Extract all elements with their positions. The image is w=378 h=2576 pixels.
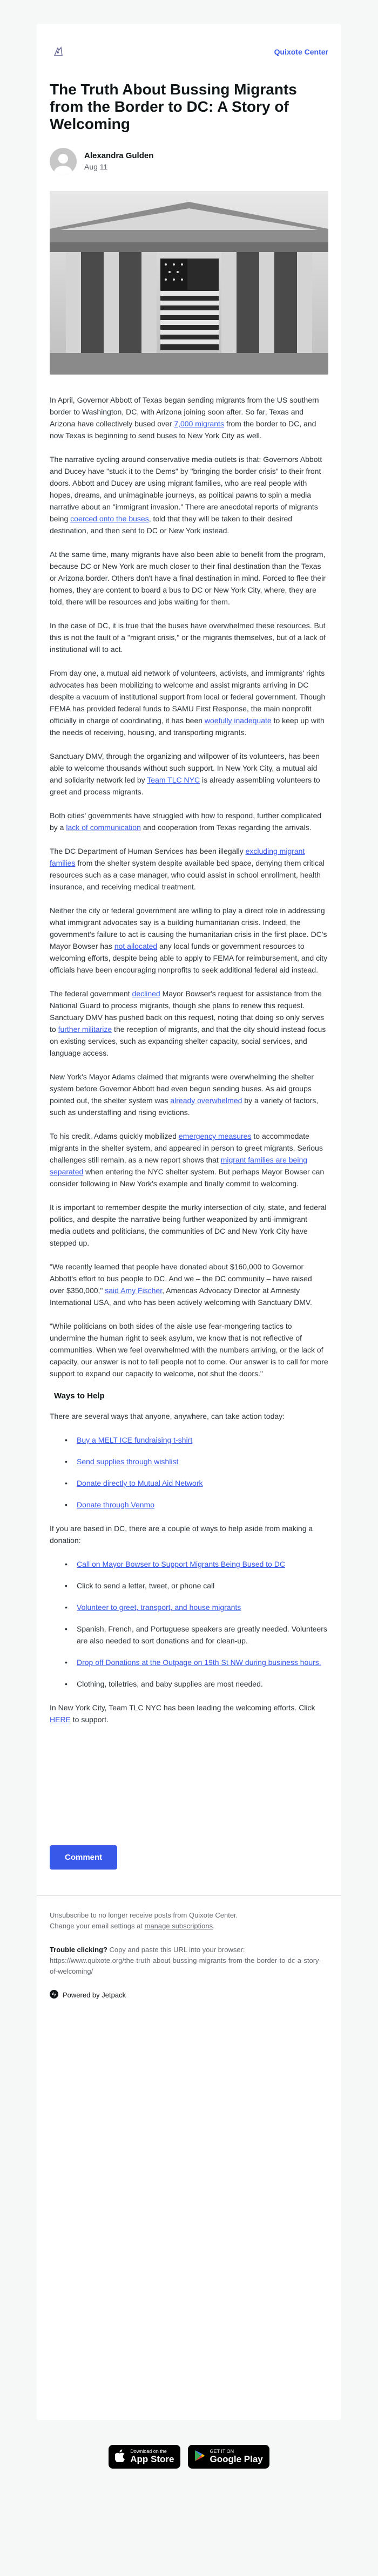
text-segment: The federal government <box>50 989 132 998</box>
text-segment: to support. <box>70 1715 109 1724</box>
text-segment: from the shelter system despite available bed space, denying them critical resources such as a case manager, who could assist in school enrollment, health insurance, and receiving medical treatment. <box>50 859 325 891</box>
link-team-tlc[interactable]: Team TLC NYC <box>147 776 200 784</box>
paragraph-5 <box>50 667 328 738</box>
text-segment: Sanctuary DMV, through the organizing and willpower of its volunteers, has been able to welcome thousands without such support. In New York City, a mutual aid and solidarity network led by <box>50 752 320 784</box>
text-segment: Mayor Bowser's request for assistance from the National Guard to process migrants, though she plans to renew this request. Sanctuary DMV has pushed back on this request, noting that doing so only serves to <box>50 989 325 1034</box>
powered-by-label: Powered by Jetpack <box>63 1991 126 1999</box>
trouble-clicking-text <box>50 1945 328 1977</box>
link-already-overwhelmed[interactable]: already overwhelmed <box>170 1096 242 1105</box>
paragraph-6 <box>50 750 328 798</box>
text-segment: The DC Department of Human Services has been illegally <box>50 847 246 855</box>
list-item <box>65 1601 328 1613</box>
link-melt-ice-shirt[interactable]: Buy a MELT ICE fundraising t-shirt <box>77 1436 193 1444</box>
paragraph-8 <box>50 845 328 893</box>
text-segment: by a variety of factors, such as understaffing and rising evictions. <box>50 1096 319 1117</box>
list-item <box>65 1456 328 1467</box>
text-segment: The narrative cycling around conservative media outlets is that: Governors Abbott and Ducey have "stuck it to the Dems" by "bringing the border crisis" to their front doors. Abbott and Ducey are using migrant families, who are real people with hopes, dreams, and unimaginable journeys, as political pawns to spin a media narrative about an "immigrant invasion." There are anecdotal reports of migrants being <box>50 455 322 523</box>
text-segment: Unsubscribe to no longer receive posts from Quixote Center. <box>50 1911 238 1919</box>
text-segment: to accommodate migrants in the shelter system, and appeared in person to greet migrants. Serious challenges still remain, as a new report shows that <box>50 1132 323 1164</box>
list-item <box>65 1499 328 1511</box>
list-item: • Clothing, toiletries, and baby supplies are most needed. <box>65 1678 328 1690</box>
list-item <box>65 1477 328 1489</box>
paragraph-15: "While politicians on both sides of the aisle use fear-mongering tactics to undermine the human right to seek asylum, we know that is not reflective of communities. When we feel overwhelmed with the numbers arriving, or the lack of capacity, our answer is not to tell people not to come. Our answer is to call for more support to expand our capacity to welcome, not shut the doors." <box>50 1322 328 1378</box>
paragraph-3: At the same time, many migrants have also been able to benefit from the program, because DC or New York are much closer to their final destination than the Texas or Arizona border. Others don't have a final destination in mind. Forced to flee their homes, they are content to board a bus to DC or New York City, where, they are told, there will be resources and jobs waiting for them. <box>50 550 326 606</box>
post-date: Aug 11 <box>84 162 108 171</box>
text-segment: and cooperation from Texas regarding the arrivals. <box>140 823 312 832</box>
unsubscribe-text: Unsubscribe to no longer receive posts from Quixote Center. Change your email settings at manage subscriptions. <box>50 1911 238 1930</box>
link-call-bowser[interactable]: Call on Mayor Bowser to Support Migrants Being Bused to DC <box>77 1560 285 1568</box>
avatar[interactable] <box>50 148 77 175</box>
text-segment: from the border to DC, and now Texas is beginning to send buses to New York City as well. <box>50 419 316 440</box>
text-segment: From day one, a mutual aid network of volunteers, activists, and immigrants' rights advocates has been mobilizing to welcome and assist migrants arriving in DC despite a vacuum of institutional support from local or federal government. Though FEMA has provided federal funds to SAMU First Response, the main nonprofit officially in charge of coordinating, it has been <box>50 669 326 725</box>
help-intro: There are several ways that anyone, anywhere, can take action today: <box>50 1412 285 1420</box>
link-excluding-families[interactable]: excluding migrant families <box>50 847 305 867</box>
link-woefully-inadequate[interactable]: woefully inadequate <box>204 716 272 725</box>
app-store-badges <box>0 2445 378 2469</box>
paragraph-4: In the case of DC, it is true that the buses have overwhelmed these resources. But this is not the fault of a "migrant crisis," or the migrants themselves, but of a lack of institutional will to act. <box>50 621 326 654</box>
link-wishlist[interactable]: Send supplies through wishlist <box>77 1457 179 1466</box>
divider <box>37 1895 341 1896</box>
post-card <box>37 24 341 2420</box>
google-play-small-text: GET IT ON <box>210 2449 234 2454</box>
text-segment: , Americas Advocacy Director at Amnesty International USA, and who has been actively welcoming with Sanctuary DMV. <box>50 1286 312 1307</box>
link-7000-migrants[interactable]: 7,000 migrants <box>174 419 224 428</box>
link-further-militarize[interactable]: further militarize <box>58 1025 112 1034</box>
capitol-building-with-flag-photo <box>50 191 328 375</box>
text-segment: Change your email settings at <box>50 1922 145 1930</box>
post-title[interactable]: The Truth About Bussing Migrants from the Border to DC: A Story of Welcoming <box>50 81 297 132</box>
link-lack-of-communication[interactable]: lack of communication <box>66 823 141 832</box>
google-play-button[interactable] <box>188 2445 269 2469</box>
google-play-icon <box>194 2450 205 2464</box>
link-here[interactable]: HERE <box>50 1715 71 1724</box>
site-link[interactable]: Quixote Center <box>274 47 328 56</box>
quixote-logo-icon[interactable] <box>50 43 67 60</box>
google-play-label: Google Play <box>210 2454 263 2464</box>
manage-subscriptions-link[interactable]: manage subscriptions <box>144 1922 213 1930</box>
text-segment: "We recently learned that people have donated about $160,000 to Governor Abbott's effort to bus people to DC. And we – the DC community – have raised over $350,000," <box>50 1262 312 1295</box>
top-bar <box>50 43 328 60</box>
link-coerced[interactable]: coerced onto the buses <box>70 514 149 523</box>
dc-list <box>65 1558 328 1690</box>
author-block <box>50 148 328 175</box>
help-list <box>65 1434 328 1511</box>
link-families-separated[interactable]: migrant families are being separated <box>50 1156 308 1176</box>
trouble-label: Trouble clicking? <box>50 1946 107 1954</box>
paragraph-13: It is important to remember despite the murky intersection of city, state, and federal politics, and despite the narrative being further weaponized by anti-immigrant media outlets and politicians, the communities of DC and New York City have stepped up. <box>50 1203 327 1247</box>
app-store-small-text: Download on the <box>130 2449 167 2454</box>
text-segment: to keep up with the needs of receiving, housing, and transporting migrants. <box>50 716 325 737</box>
link-emergency-measures[interactable]: emergency measures <box>178 1132 252 1140</box>
paragraph-14 <box>50 1261 328 1308</box>
text-segment: is already assembling volunteers to greet and process migrants. <box>50 776 320 796</box>
text-segment: when entering the NYC shelter system. But perhaps Mayor Bowser can consider following in New York's example and finally commit to welcoming. <box>50 1167 325 1188</box>
author-name[interactable]: Alexandra Gulden <box>84 151 154 160</box>
ways-to-help-heading: Ways to Help <box>54 1391 105 1401</box>
list-item: • Click to send a letter, tweet, or phone call <box>65 1580 328 1592</box>
paragraph-9 <box>50 905 328 976</box>
link-declined[interactable]: declined <box>132 989 160 998</box>
text-segment: In New York City, Team TLC NYC has been leading the welcoming efforts. Click <box>50 1703 315 1712</box>
paragraph-1 <box>50 394 328 441</box>
text-segment: , told that they will be taken to their desired destination, and then sent to DC or New York instead. <box>50 514 293 535</box>
text-segment: To his credit, Adams quickly mobilized <box>50 1132 179 1140</box>
powered-by[interactable] <box>50 1990 328 2000</box>
list-item <box>65 1656 328 1668</box>
app-store-button[interactable] <box>109 2445 180 2469</box>
nyc-paragraph <box>50 1702 328 1725</box>
trouble-url[interactable]: Copy and paste this URL into your browser: https://www.quixote.org/the-truth-about-bussing-migrants-from-the-border-to-dc-a-story-of-welcoming/ <box>50 1946 321 1975</box>
apple-icon <box>115 2449 126 2465</box>
jetpack-icon <box>50 1990 58 2000</box>
comment-button[interactable]: Comment <box>50 1845 117 1870</box>
link-amy-fischer[interactable]: said Amy Fischer <box>105 1286 163 1295</box>
paragraph-11 <box>50 1071 328 1118</box>
link-venmo[interactable]: Donate through Venmo <box>77 1500 154 1509</box>
list-item: • Spanish, French, and Portuguese speakers are greatly needed. Volunteers are also needed to sort donations and for clean-up. <box>65 1623 328 1647</box>
paragraph-12 <box>50 1130 328 1190</box>
list-item <box>65 1558 328 1570</box>
text-segment: In April, Governor Abbott of Texas began sending migrants from the US southern border to Washington, DC, with Arizona joining soon after. So far, Texas and Arizona have collectively bused over <box>50 396 319 428</box>
app-store-label: App Store <box>130 2454 174 2464</box>
paragraph-7 <box>50 810 328 833</box>
text-segment: any local funds or government resources to welcoming efforts, despite being able to apply to FEMA for reimbursement, and city officials have been encouraging nonprofits to seek additional federal aid instead. <box>50 942 328 974</box>
link-volunteer[interactable]: Volunteer to greet, transport, and house migrants <box>77 1603 241 1612</box>
link-drop-off[interactable]: Drop off Donations at the Outpage on 19th St NW during business hours. <box>77 1658 321 1667</box>
paragraph-10 <box>50 988 328 1059</box>
link-mutual-aid[interactable]: Donate directly to Mutual Aid Network <box>77 1479 203 1487</box>
list-item <box>65 1434 328 1446</box>
link-not-allocated[interactable]: not allocated <box>114 942 158 950</box>
text-segment: the reception of migrants, and that the city should instead focus on existing services, such as expanding shelter capacity, social services, and language access. <box>50 1025 326 1057</box>
text-segment: New York's Mayor Adams claimed that migrants were overwhelming the shelter system before Governor Abbott had even begun sending buses. As aid groups pointed out, the shelter system was <box>50 1072 314 1105</box>
text-segment: Both cities' governments have struggled with how to respond, further complicated by a <box>50 811 322 832</box>
dc-intro: If you are based in DC, there are a couple of ways to help aside from making a donation: <box>50 1524 313 1545</box>
text-segment: Neither the city or federal government are willing to play a direct role in addressing what immigrant advocates say is a building humanitarian crisis. Indeed, the government's failure to act is causing the humanitarian crisis in the first place. DC's Mayor Bowser has <box>50 906 327 950</box>
paragraph-2 <box>50 453 328 536</box>
